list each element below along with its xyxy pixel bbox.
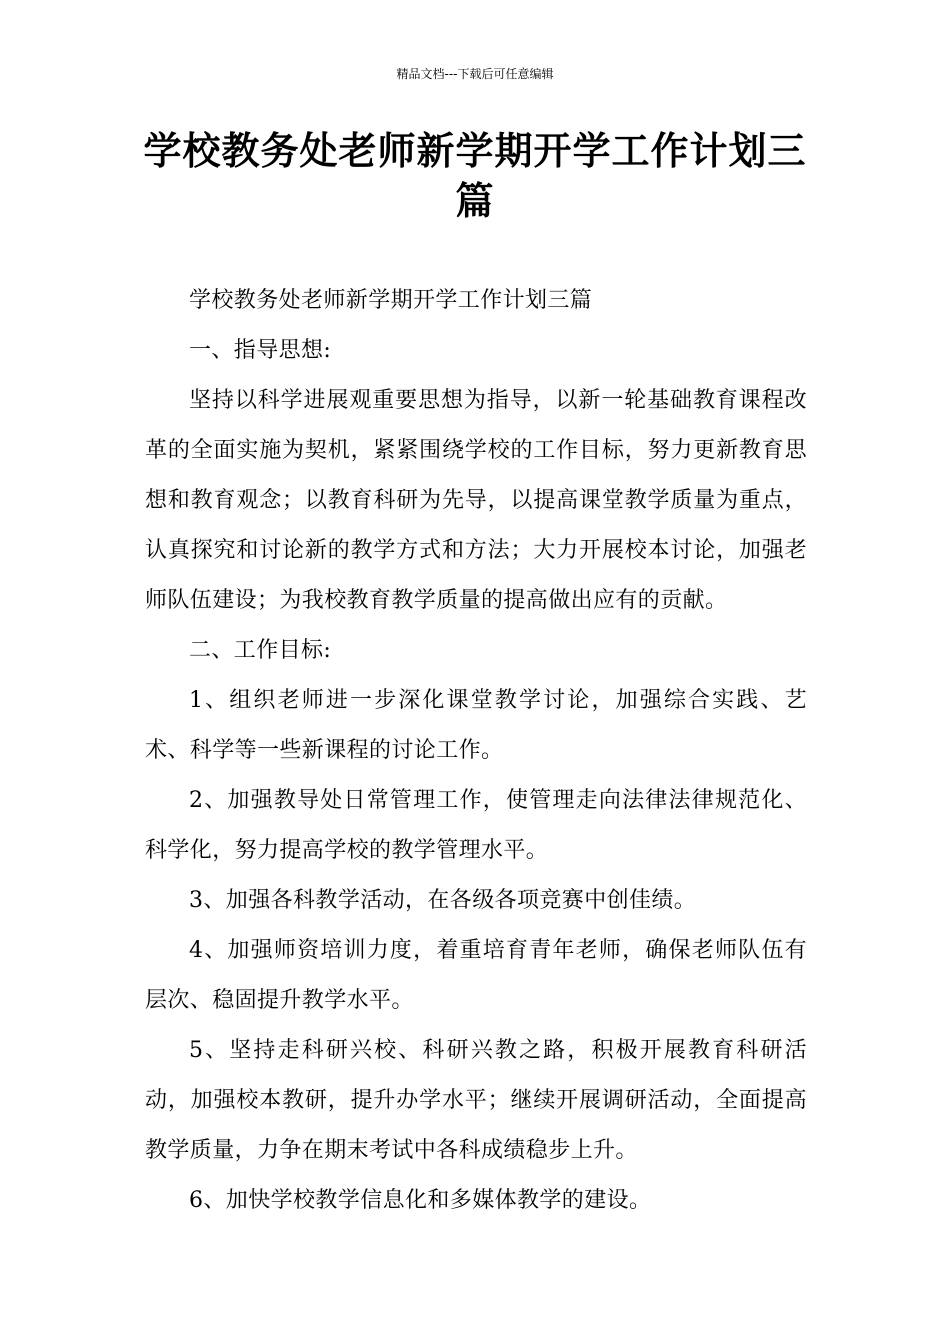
paragraph-subtitle: 学校教务处老师新学期开学工作计划三篇 — [189, 288, 593, 313]
document-body — [145, 276, 807, 1226]
paragraph-guiding-ideology: 坚持以科学进展观重要思想为指导，以新一轮基础教育课程改革的全面实施为契机，紧紧围绕学校的工作目标，努力更新教育思想和教育观念；以教育科研为先导，以提高课堂教学质量为重点，认真探究和讨论新的教学方式和方法；大力开展校本讨论，加强老师队伍建设；为我校教育教学质量的提高做出应有的贡献。 — [145, 388, 807, 613]
document-title: 学校教务处老师新学期开学工作计划三篇 — [143, 129, 807, 223]
goal-item-2: 2、加强教导处日常管理工作，使管理走向法律法律规范化、科学化，努力提高学校的教学管理水平。 — [145, 788, 807, 863]
goal-item-4: 4、加强师资培训力度，着重培育青年老师，确保老师队伍有层次、稳固提升教学水平。 — [145, 938, 807, 1013]
section-heading-guiding-ideology: 一、指导思想: — [189, 338, 332, 363]
goal-item-6: 6、加快学校教学信息化和多媒体教学的建设。 — [189, 1188, 652, 1213]
section-heading-work-goals: 二、工作目标: — [189, 638, 332, 663]
page-header-note: 精品文档---下载后可任意编辑 — [396, 67, 554, 81]
goal-item-3: 3、加强各科教学活动，在各级各项竞赛中创佳绩。 — [189, 888, 697, 913]
goal-item-5: 5、坚持走科研兴校、科研兴教之路，积极开展教育科研活动，加强校本教研，提升办学水平；继续开展调研活动，全面提高教学质量，力争在期末考试中各科成绩稳步上升。 — [145, 1038, 807, 1163]
goal-item-1: 1、组织老师进一步深化课堂教学讨论，加强综合实践、艺术、科学等一些新课程的讨论工作。 — [145, 688, 807, 763]
